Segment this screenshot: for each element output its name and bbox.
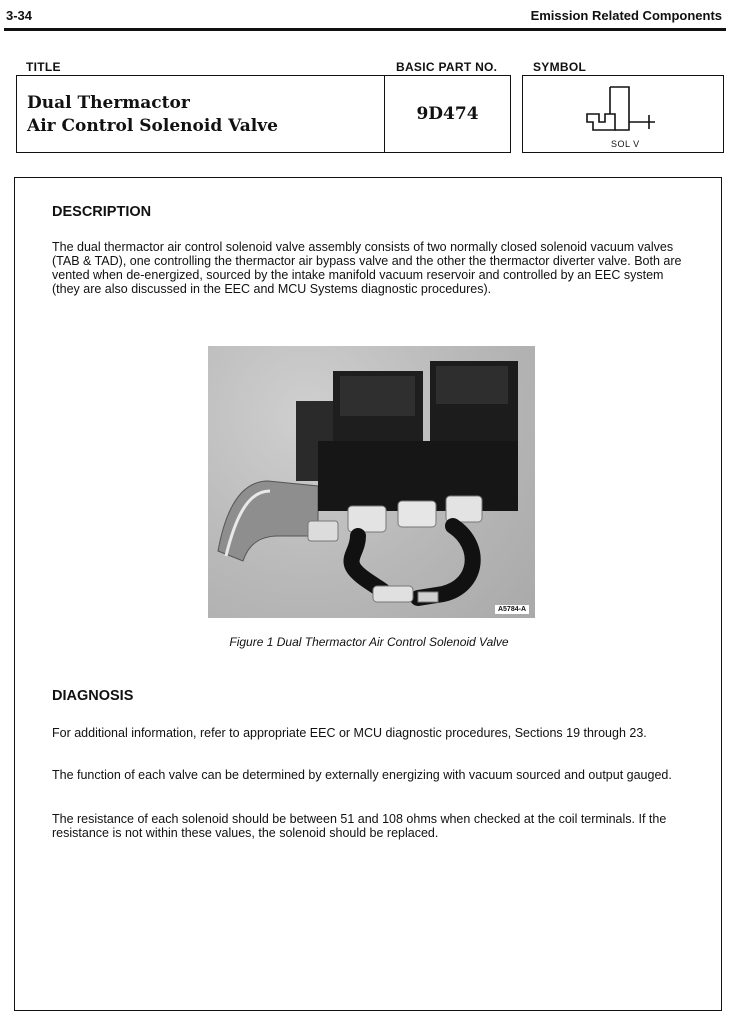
description-text: The dual thermactor air control solenoid valve assembly consists of two normally closed solenoid vacuum valves (TAB & TAD), one controlling the thermactor air bypass valve and the other the thermactor diverter valve. Both are vented when de-energized, sourced by the intake manifold vacuum reservoir and controlled by an EEC system (they are also discussed in the EEC and MCU Systems diagnostic procedures). xyxy=(52,240,682,296)
basic-part-no-label: BASIC PART NO. xyxy=(396,60,498,74)
diagnosis-paragraph-1: For additional information, refer to appropriate EEC or MCU diagnostic procedures, Sections 19 through 23. xyxy=(52,726,647,740)
diagnosis-heading: DIAGNOSIS xyxy=(52,688,134,704)
part-number: 9D474 xyxy=(416,104,479,124)
symbol-caption: SOL V xyxy=(611,139,640,149)
component-title-line1: Dual Thermactor xyxy=(27,93,190,113)
diagnosis-paragraph-2: The function of each valve can be determined by externally energizing with vacuum sourced and output gauged. xyxy=(52,768,672,782)
solenoid-valve-symbol-icon xyxy=(579,82,669,140)
figure-caption: Figure 1 Dual Thermactor Air Control Solenoid Valve xyxy=(229,635,509,649)
title-label: TITLE xyxy=(26,60,61,74)
symbol-label: SYMBOL xyxy=(533,60,587,74)
component-title-line2: Air Control Solenoid Valve xyxy=(27,116,278,136)
diagnosis-paragraph-3: The resistance of each solenoid should be between 51 and 108 ohms when checked at the coil terminals. If the resistance is not within these values, the solenoid should be replaced. xyxy=(52,812,667,840)
solenoid-valve-photo xyxy=(208,346,535,618)
running-head: Emission Related Components xyxy=(530,8,722,23)
title-table xyxy=(16,75,511,153)
header-rule xyxy=(4,28,726,31)
solenoid-valve-illustration xyxy=(208,346,535,618)
figure-id-label: A5784-A xyxy=(495,605,529,614)
content-box xyxy=(14,177,722,1011)
symbol-box xyxy=(522,75,724,153)
description-heading: DESCRIPTION xyxy=(52,204,152,220)
component-title xyxy=(17,76,385,152)
page-number: 3-34 xyxy=(6,8,33,23)
